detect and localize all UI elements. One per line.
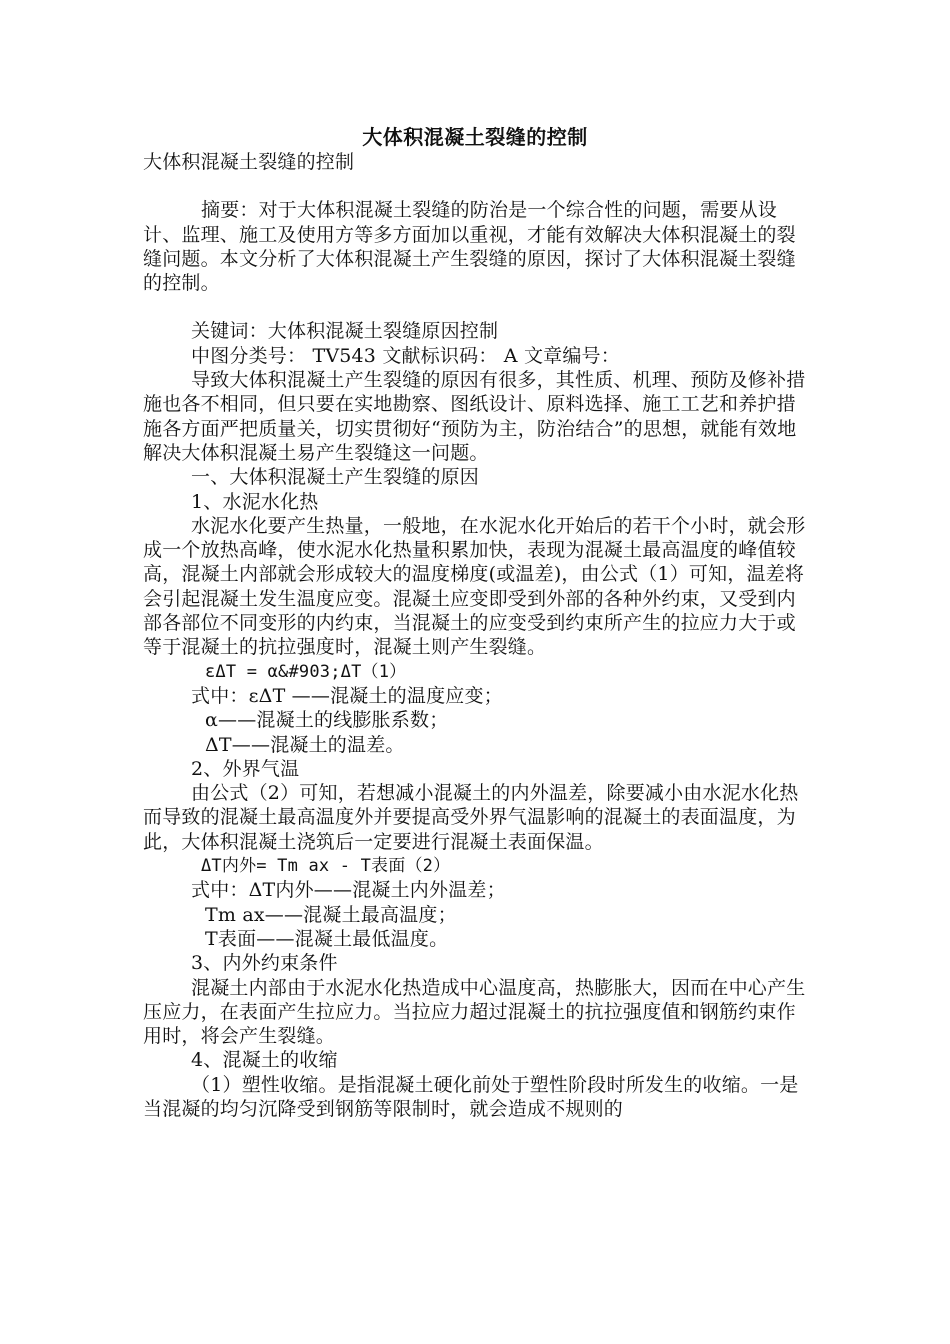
formula-line: ΔT内外= Tm ax - T表面（2） [201, 856, 451, 877]
section-heading: 一、大体积混凝土产生裂缝的原因 [191, 466, 480, 489]
formula-term-line: ΔT——混凝土的温差。 [205, 733, 405, 756]
intro-paragraph: 导致大体积混凝土产生裂缝的原因有很多，其性质、机理、预防及修补措施也各不相同，但只要在实地勘察、图纸设计、原料选择、施工工艺和养护措施各方面严把质量关，切实贯彻好“预防为主，防治结合”的思想，就能有效地解决大体积混凝土易产生裂缝这一问题。 [143, 369, 806, 464]
subsection-heading: 3、内外约束条件 [191, 952, 338, 975]
spacer [143, 295, 808, 319]
formula-term-line: T表面——混凝土最低温度。 [205, 927, 449, 950]
formula-line: εΔT = α&#903;ΔT（1） [205, 661, 407, 682]
abstract-paragraph: 摘要：对于大体积混凝土裂缝的防治是一个综合性的问题，需要从设计、监理、施工及使用方等多方面加以重视，才能有效解决大体积混凝土的裂缝问题。本文分析了大体积混凝土产生裂缝的原因，探讨了大体积混凝土裂缝的控制。 [143, 199, 796, 295]
spacer [143, 174, 808, 198]
subsection-heading: 1、水泥水化热 [191, 490, 319, 513]
body-paragraph: （1）塑性收缩。是指混凝土硬化前处于塑性阶段时所发生的收缩。一是当混凝的均匀沉降受到钢筋等限制时，就会造成不规则的 [143, 1073, 799, 1120]
subsection-heading: 2、外界气温 [191, 757, 300, 780]
classification-line: 中图分类号： TV543 文献标识码： A 文章编号： [191, 344, 620, 367]
formula-where-line: 式中：ΔT内外——混凝土内外温差； [191, 879, 506, 902]
formula-term-line: Tm ax——混凝土最高温度； [205, 903, 457, 926]
body-paragraph: 由公式（2）可知，若想减小混凝土的内外温差，除要减小由水泥水化热而导致的混凝土最高温度外并要提高受外界气温影响的混凝土的表面温度，为此，大体积混凝土浇筑后一定要进行混凝土表面保温。 [143, 782, 799, 853]
subsection-heading: 4、混凝土的收缩 [191, 1049, 338, 1072]
body-paragraph: 混凝土内部由于水泥水化热造成中心温度高，热膨胀大，因而在中心产生压应力，在表面产生拉应力。当拉应力超过混凝土的抗拉强度值和钢筋约束作用时，将会产生裂缝。 [143, 976, 806, 1048]
keywords-line: 关键词：大体积混凝土裂缝原因控制 [191, 320, 499, 343]
document-title: 大体积混凝土裂缝的控制 [362, 125, 588, 149]
document-subtitle: 大体积混凝土裂缝的控制 [143, 151, 355, 173]
document-body [143, 150, 808, 1121]
formula-where-line: 式中：εΔT ——混凝土的温度应变； [191, 684, 503, 707]
body-paragraph: 水泥水化要产生热量，一般地，在水泥水化开始后的若干个小时，就会形成一个放热高峰，使水泥水化热量积累加快，表现为混凝土最高温度的峰值较高，混凝土内部就会形成较大的温度梯度(或温差)，由公式（1）可知，温差将会引起混凝土发生温度应变。混凝土应变即受到外部的各种外约束，又受到内部各部位不同变形的内约束，当混凝土的应变受到约束所产生的拉应力大于或等于混凝土的抗拉强度时，混凝土则产生裂缝。 [143, 514, 806, 659]
formula-term-line: α——混凝土的线膨胀系数； [205, 709, 449, 732]
